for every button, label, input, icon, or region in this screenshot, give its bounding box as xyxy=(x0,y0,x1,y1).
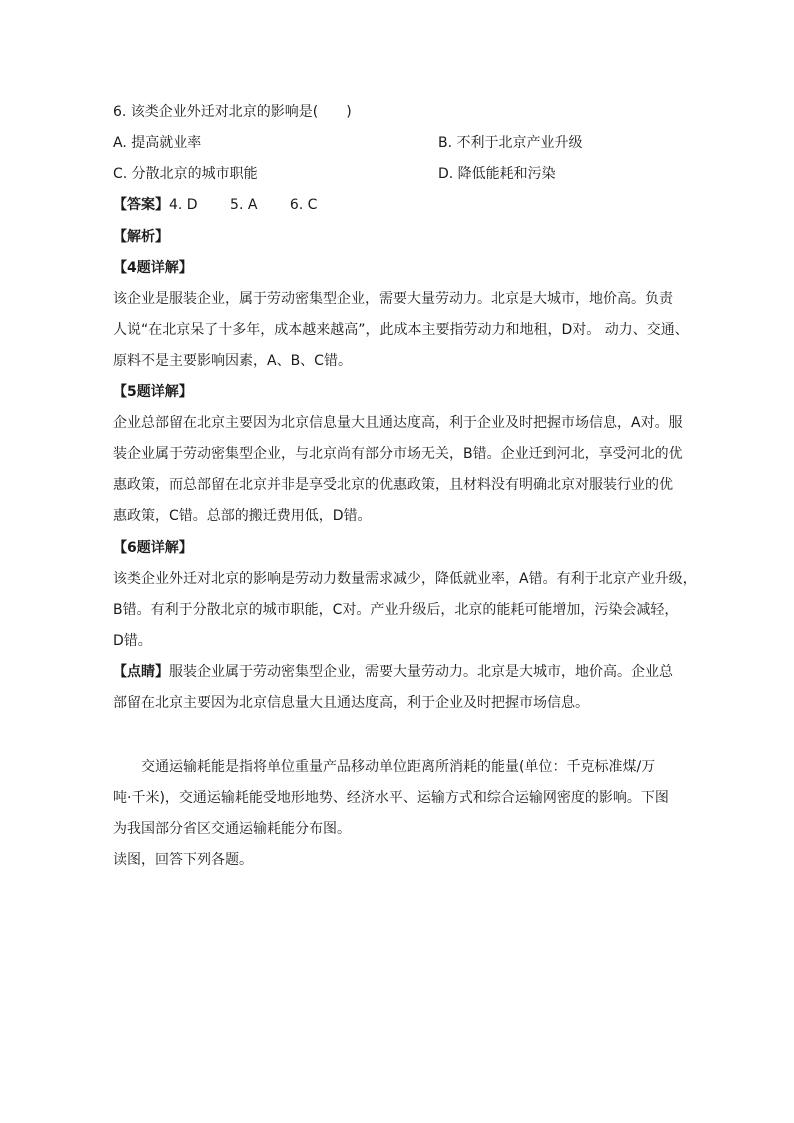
q5-heading: 【5题详解】 xyxy=(113,384,193,400)
passage-line: 交通运输耗能是指将单位重量产品移动单位距离所消耗的能量(单位：千克标准煤/万 xyxy=(141,759,656,775)
dianjing-row xyxy=(113,662,673,682)
passage-line: 为我国部分省区交通运输耗能分布图。 xyxy=(113,821,351,837)
answer-text: 4. D 5. A 6. C xyxy=(169,197,318,213)
question-6-option-b: B. 不利于北京产业升级 xyxy=(438,135,583,151)
dianjing-text: 服装企业属于劳动密集型企业，需要大量劳动力。北京是大城市，地价高。企业总 xyxy=(169,664,673,680)
q6-line: B错。有利于分散北京的城市职能，C对。产业升级后，北京的能耗可能增加，污染会减轻， xyxy=(113,602,679,618)
q4-heading: 【4题详解】 xyxy=(113,260,193,276)
q5-line: 装企业属于劳动密集型企业，与北京尚有部分市场无关，B错。企业迁到河北，享受河北的优 xyxy=(113,446,683,462)
question-6-option-d: D. 降低能耗和污染 xyxy=(438,166,556,182)
question-6-option-a: A. 提高就业率 xyxy=(113,135,202,151)
dianjing-label: 【点睛】 xyxy=(113,664,169,680)
answer-row xyxy=(113,195,317,215)
dianjing-line-2: 部留在北京主要因为北京信息量大且通达度高，利于企业及时把握市场信息。 xyxy=(113,695,589,711)
q6-line: D错。 xyxy=(113,633,152,649)
q6-heading: 【6题详解】 xyxy=(113,540,193,556)
q5-line: 企业总部留在北京主要因为北京信息量大且通达度高，利于企业及时把握市场信息，A对。服 xyxy=(113,415,683,431)
q5-line: 惠政策，C错。总部的搬迁费用低，D错。 xyxy=(113,508,372,524)
question-6-stem: 6. 该类企业外迁对北京的影响是( ) xyxy=(113,104,352,120)
question-6-option-c: C. 分散北京的城市职能 xyxy=(113,166,258,182)
q4-line: 该企业是服装企业，属于劳动密集型企业，需要大量劳动力。北京是大城市，地价高。负责 xyxy=(113,291,673,307)
q4-line: 原料不是主要影响因素，A、B、C错。 xyxy=(113,353,352,369)
answer-label: 【答案】 xyxy=(113,197,169,213)
passage-instruction: 读图，回答下列各题。 xyxy=(113,852,253,868)
passage-line: 吨·千米)，交通运输耗能受地形地势、经济水平、运输方式和综合运输网密度的影响。下图 xyxy=(113,790,669,806)
q5-line: 惠政策，而总部留在北京并非是享受北京的优惠政策，且材料没有明确北京对服装行业的优 xyxy=(113,477,673,493)
analysis-label: 【解析】 xyxy=(113,229,169,245)
q4-line: 人说“在北京呆了十多年，成本越来越高”，此成本主要指劳动力和地租，D对。 动力、交通、 xyxy=(113,322,689,338)
q6-line: 该类企业外迁对北京的影响是劳动力数量需求减少，降低就业率，A错。有利于北京产业升级， xyxy=(113,571,697,587)
